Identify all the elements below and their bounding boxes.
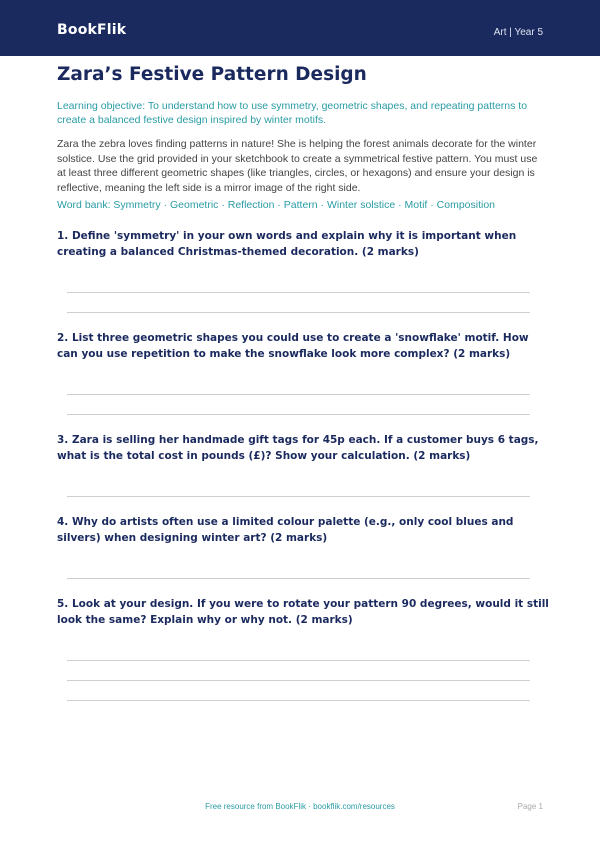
learning-objective: Learning objective: To understand how to use symmetry, geometric shapes, and repeating patterns to create a balanced festive design inspired by winter motifs. [57,100,528,126]
answer-line[interactable] [67,312,530,313]
page-title: Zara’s Festive Pattern Design [57,64,367,85]
answer-line[interactable] [67,700,530,701]
question-4: 4. Why do artists often use a limited colour palette (e.g., only cool blues and silvers) when designing winter art? (2 marks) [57,516,514,544]
answer-line[interactable] [67,292,530,293]
brand-logo: BookFlik [57,22,127,38]
answer-line[interactable] [67,680,530,681]
question-5: 5. Look at your design. If you were to rotate your pattern 90 degrees, would it still look the same? Explain why or why not. (2 marks) [57,598,549,626]
question-3: 3. Zara is selling her handmade gift tags for 45p each. If a customer buys 6 tags, what is the total cost in pounds (£)? Show your calculation. (2 marks) [57,434,539,462]
answer-line[interactable] [67,394,530,395]
subject-year-label: Art | Year 5 [493,27,543,38]
intro-paragraph: Zara the zebra loves finding patterns in nature! She is helping the forest animals decorate for the winter solstice. Use the grid provided in your sketchbook to create a symmetrical festive pattern. You must use at least three different geometric shapes (like triangles, circles, or hexagons) and ensure your design is reflective, meaning the left side is a mirror image of the right side. [57,138,538,194]
answer-line[interactable] [67,660,530,661]
question-2: 2. List three geometric shapes you could use to create a 'snowflake' motif. How can you use repetition to make the snowflake look more complex? (2 marks) [57,332,529,360]
page-number: Page 1 [517,802,543,811]
word-bank: Word bank: Symmetry · Geometric · Reflection · Pattern · Winter solstice · Motif · Composition [57,199,496,211]
page-header [0,0,600,56]
answer-line[interactable] [67,414,530,415]
footer-text: Free resource from BookFlik · bookflik.com/resources [205,802,395,811]
question-1: 1. Define 'symmetry' in your own words and explain why it is important when creating a balanced Christmas-themed decoration. (2 marks) [57,230,517,258]
answer-line[interactable] [67,578,530,579]
answer-line[interactable] [67,496,530,497]
